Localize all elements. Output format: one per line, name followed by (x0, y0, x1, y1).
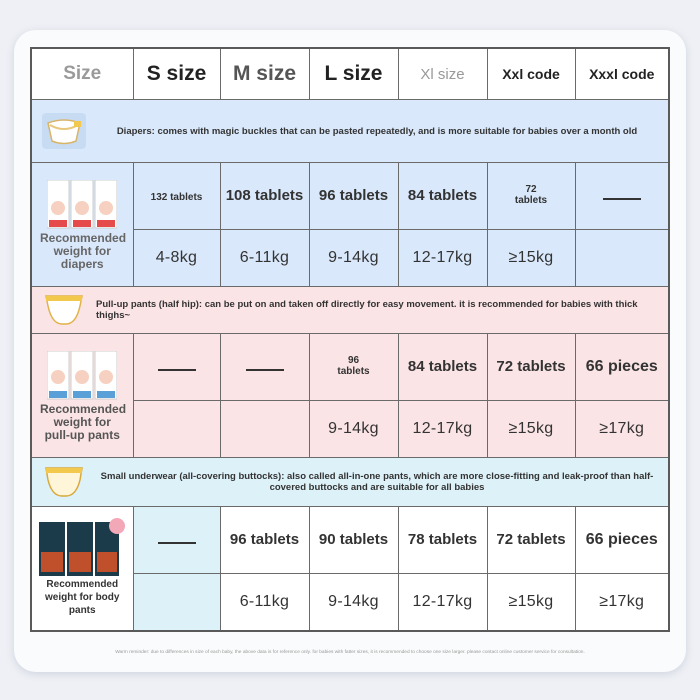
pullup-count-l: 96 tablets (337, 355, 370, 377)
diapers-count-xxl: 72 tablets (514, 184, 548, 206)
pullup-count-xxl: 72 tablets (496, 358, 566, 375)
pullup-count-xl: 84 tablets (407, 358, 478, 375)
underwear-weight-xl: 12-17kg (412, 593, 473, 610)
pullup-weight-label: Recommended weight for pull-up pants (40, 402, 127, 442)
diapers-description-row (31, 100, 669, 163)
m-size-header: M size (220, 48, 309, 100)
diapers-weight-s: 4-8kg (155, 249, 198, 266)
s-size-header: S size (133, 48, 220, 100)
underwear-weight-xxxl: ≥17kg (599, 593, 645, 610)
underwear-icon (42, 464, 86, 500)
pullup-weight-l: 9-14kg (328, 420, 379, 437)
xxxl-size-header: Xxxl code (575, 48, 669, 100)
diapers-weight-label: Recommended weight for diapers (40, 231, 127, 271)
pullup-weight-xxl: ≥15kg (508, 420, 554, 437)
diapers-weight-xl: 12-17kg (412, 249, 473, 266)
underwear-count-row (31, 507, 669, 574)
pullup-description-row (31, 287, 669, 334)
underwear-count-xl: 78 tablets (407, 531, 478, 548)
diapers-weight-xxl: ≥15kg (508, 249, 554, 266)
diapers-count-l: 96 tablets (318, 187, 389, 204)
diapers-weight-m: 6-11kg (239, 249, 290, 266)
underwear-weight-label: Recommended weight for body pants (45, 579, 120, 616)
diapers-description: Diapers: comes with magic buckles that can be pasted repeatedly, and is more suitable for babies over a month old (116, 125, 638, 137)
pullup-count-xxxl: 66 pieces (585, 358, 658, 375)
pullup-weight-xl: 12-17kg (412, 420, 473, 437)
underwear-product-cell (31, 507, 133, 632)
pullup-weight-xxxl: ≥17kg (599, 420, 645, 437)
underwear-count-xxl: 72 tablets (496, 531, 566, 548)
xxl-size-header: Xxl code (487, 48, 575, 100)
header-row (31, 48, 669, 100)
pullup-count-row (31, 334, 669, 401)
diapers-product-cell (31, 163, 133, 287)
xl-size-header: Xl size (398, 48, 487, 100)
pullup-pants-icon (42, 292, 86, 328)
size-chart-table (30, 47, 670, 632)
diapers-product-image (47, 180, 117, 230)
l-size-header: L size (309, 48, 398, 100)
diapers-count-xxxl-dash (603, 198, 641, 200)
diapers-count-xl: 84 tablets (407, 187, 478, 204)
underwear-product-image (37, 518, 127, 578)
diaper-icon (42, 113, 86, 149)
diapers-count-s: 132 tablets (150, 192, 203, 203)
pullup-product-cell (31, 334, 133, 458)
pullup-description: Pull-up pants (half hip): can be put on and taken off directly for easy movement. it is recommended for babies with thick thighs~ (96, 299, 638, 321)
pullup-count-m-dash (246, 369, 284, 371)
underwear-weight-m: 6-11kg (239, 593, 290, 610)
underwear-description-row (31, 458, 669, 507)
underwear-count-s-dash (158, 542, 196, 544)
diapers-count-m: 108 tablets (225, 187, 304, 204)
underwear-description: Small underwear (all-covering buttocks): also called all-in-one pants, which are more close-fitting and leak-proof than half-covered buttocks and are suitable for all babies (100, 471, 654, 493)
pullup-count-s-dash (158, 369, 196, 371)
underwear-weight-xxl: ≥15kg (508, 593, 554, 610)
size-header: Size (31, 48, 133, 100)
underwear-count-m: 96 tablets (229, 531, 300, 548)
underwear-weight-l: 9-14kg (328, 593, 379, 610)
diapers-weight-l: 9-14kg (328, 249, 379, 266)
underwear-count-l: 90 tablets (318, 531, 389, 548)
footer-reminder: Warm reminder: due to differences in size of each baby, the above data is for reference only. for babies with fatter sizes, it is recommended to choose one size larger. please contact online customer service for consultation. (115, 650, 585, 655)
pullup-product-image (47, 351, 117, 401)
underwear-count-xxxl: 66 pieces (585, 531, 658, 548)
diapers-count-row (31, 163, 669, 230)
